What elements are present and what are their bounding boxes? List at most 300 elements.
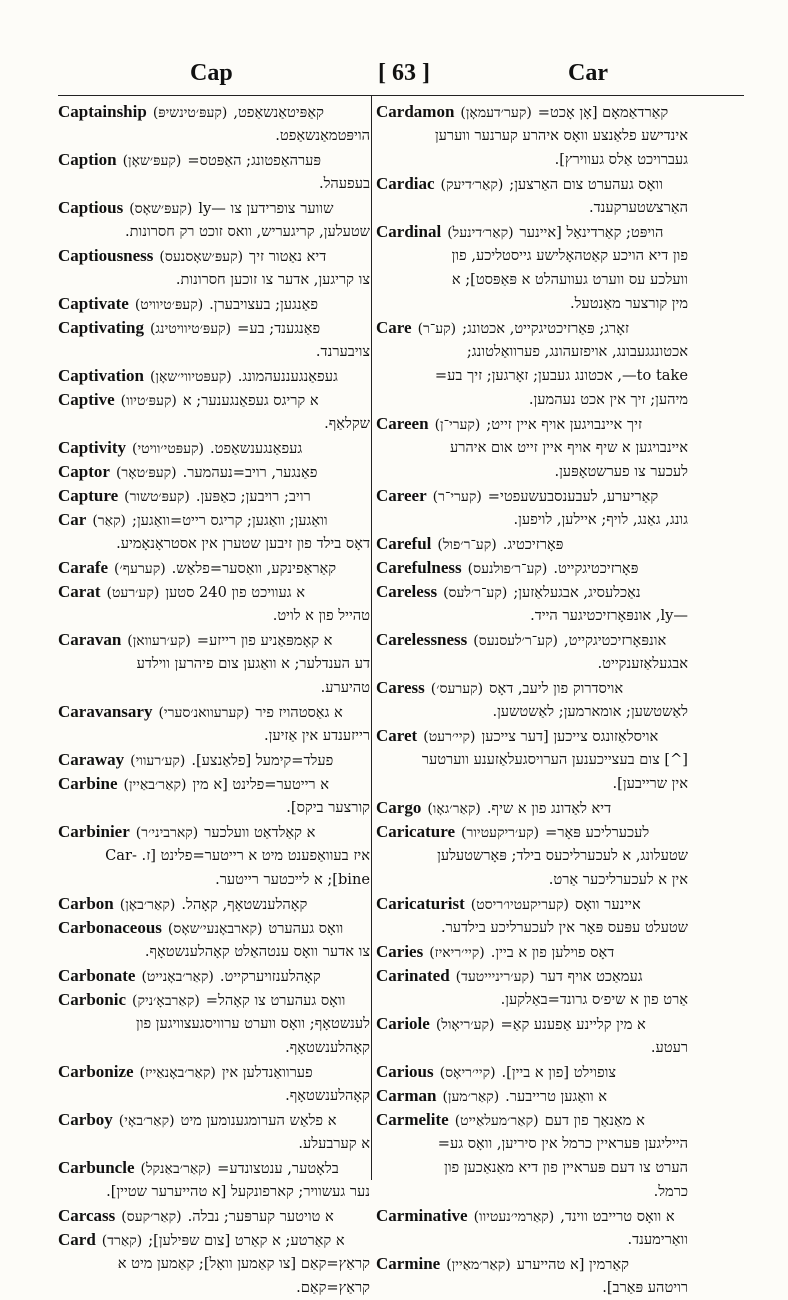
headword: Carbonate xyxy=(58,966,136,985)
dictionary-entry xyxy=(58,460,370,484)
headword: Carminative xyxy=(376,1206,468,1225)
pronunciation: (קע־ר׳לעס) xyxy=(443,585,508,601)
dictionary-entry xyxy=(58,244,370,292)
headword: Carafe xyxy=(58,558,109,577)
pronunciation: (קארבאָנעי׳שאָס) xyxy=(167,921,263,937)
dictionary-entry xyxy=(58,868,370,892)
entry-line-1 xyxy=(58,460,370,484)
headword: Caravansary xyxy=(58,702,153,721)
dictionary-entry xyxy=(376,772,688,796)
dictionary-entry xyxy=(376,460,688,484)
pronunciation: (קעריקעטיו׳ריסט) xyxy=(470,897,569,913)
dictionary-entry xyxy=(376,628,688,676)
page-header xyxy=(60,60,740,94)
entry-line-1 xyxy=(376,316,688,340)
definition-text: דאָס פוילען פון א ביין. xyxy=(490,944,615,961)
pronunciation: (קיי׳ריאָס) xyxy=(439,1065,496,1081)
pronunciation: (קע׳רעוואן) xyxy=(127,633,191,649)
entry-line-2: דאָס בילד פון זיבען שטערן אין אסטראָנאָמיע. xyxy=(116,535,370,552)
entry-line-1 xyxy=(376,724,688,748)
dictionary-entry xyxy=(376,220,688,268)
pronunciation: (קע׳רעווי) xyxy=(130,753,186,769)
headword: Car xyxy=(58,510,87,529)
definition-text: פאַנגען; בעצויבערן. xyxy=(209,296,318,313)
definition-text: א מין קליינע אַפענע קאַ= xyxy=(500,1016,646,1033)
entry-line-1 xyxy=(58,988,370,1012)
definition-text: קאַרמין [א טהייערע xyxy=(516,1256,629,1273)
definition-text: געמאַכט אויף דער xyxy=(540,968,643,985)
pronunciation: (קע׳ריקעטיור) xyxy=(461,825,540,841)
pronunciation: (קע׳רעט) xyxy=(106,585,160,601)
entry-line-1: וועלכע עס ווערט געוועהלט א פּאַפּסט]; א xyxy=(451,271,688,288)
dictionary-entry xyxy=(58,1204,370,1228)
headword: Card xyxy=(58,1230,96,1249)
entry-line-2: כרמל. xyxy=(653,1183,688,1200)
pronunciation: (קעפּ׳טיוויט) xyxy=(134,297,204,313)
definition-text: קאָהלענשטאָף, קאָהל. xyxy=(181,896,308,913)
definition-text: פּאָרזיכטיג. xyxy=(502,536,564,553)
entry-line-1 xyxy=(58,820,370,844)
definition-text: א פלאַש הערומגענומען מיט xyxy=(180,1112,337,1129)
left-column xyxy=(58,100,370,1296)
entry-line-1 xyxy=(376,532,688,556)
definition-text: זיך איינבויגען אויף איין זייט; xyxy=(486,416,643,433)
definition-text: א קאַרטע; א קאַרט [צום שפּילען]; xyxy=(148,1232,345,1249)
headword: Captainship xyxy=(58,102,147,121)
dictionary-entry xyxy=(376,892,688,940)
entry-line-1 xyxy=(58,1228,370,1252)
definition-text: געפאַנגענשאַפט. xyxy=(210,440,303,457)
entry-line-1 xyxy=(376,1108,688,1132)
dictionary-entry xyxy=(58,388,370,436)
dictionary-entry xyxy=(58,484,370,508)
pronunciation: (קאַרבאָ׳ניק) xyxy=(132,993,200,1009)
pronunciation: (קאַר) xyxy=(92,513,127,529)
pronunciation: (קעפּ׳שאָס) xyxy=(129,201,193,217)
definition-text: א טויטער קערפּער; נבלה. xyxy=(187,1208,334,1225)
pronunciation: (קעפּ׳טאָר) xyxy=(115,465,177,481)
entry-line-1 xyxy=(376,1060,688,1084)
entry-line-1 xyxy=(58,748,370,772)
headword: Captivation xyxy=(58,366,144,385)
dictionary-entry xyxy=(58,988,370,1036)
definition-text: פּאָרזיכטיגקייט. xyxy=(553,560,639,577)
pronunciation: (קערי־ן) xyxy=(434,417,481,433)
definition-text: רויב; רויבען; כאַפּען. xyxy=(195,488,311,505)
headword: Caries xyxy=(376,942,424,961)
entry-line-1 xyxy=(376,484,688,508)
entry-line-1 xyxy=(376,1084,688,1108)
headword: Carelessness xyxy=(376,630,468,649)
headword: Carbine xyxy=(58,774,118,793)
definition-text: פעלד=קימעל [פלאַנצע]. xyxy=(191,752,334,769)
entry-line-1 xyxy=(376,940,688,964)
entry-line-2: קורצער ביקס]. xyxy=(286,799,370,816)
headword: Cardiac xyxy=(376,174,435,193)
dictionary-entry xyxy=(376,556,688,580)
right-column xyxy=(376,100,688,1296)
entry-line-1 xyxy=(376,796,688,820)
headword: Carinated xyxy=(376,966,450,985)
definition-text: וואַגען; וואַגען; קריגס רייט=וואַגען; xyxy=(132,512,328,529)
pronunciation: (קאַר׳גאָו) xyxy=(427,801,481,817)
definition-text: קאַפּיטאַנשאַפט, xyxy=(233,104,324,121)
entry-line-1 xyxy=(58,580,370,604)
definition-text: א קאָמפּאַניע פון רייזע= xyxy=(196,632,333,649)
entry-line-2: צו קריגען, אדער צו זוכען חסרונות. xyxy=(175,271,370,288)
entry-line-1 xyxy=(58,196,370,220)
entry-line-2: אַרט פון א שיפ׳ס גרונד=באַלקען. xyxy=(500,991,688,1008)
entry-line-2: הויפּטמאַנשאַפט. xyxy=(275,127,370,144)
page-number: [ 63 ] xyxy=(378,60,430,86)
entry-line-1 xyxy=(58,316,370,340)
dictionary-entry xyxy=(376,964,688,1012)
entry-line-2: טהייל פון א לויט. xyxy=(272,607,370,624)
headword: Carman xyxy=(376,1086,437,1105)
definition-text: שווער צופרידען צו —ly xyxy=(198,200,334,217)
dictionary-entry xyxy=(58,1108,370,1156)
pronunciation: (קע־ר׳לעסנעס) xyxy=(473,633,558,649)
entry-line-2: א קערבעלע. xyxy=(298,1135,370,1152)
pronunciation: (קאַר׳מאַיין) xyxy=(446,1257,511,1273)
entry-line-2: לאַשטשען; אומארמען; לאַשטשען. xyxy=(492,703,688,720)
dictionary-entry xyxy=(58,772,370,820)
headword: Caravan xyxy=(58,630,122,649)
headword: Carbon xyxy=(58,894,114,913)
headword: Caricaturist xyxy=(376,894,465,913)
pronunciation: (קאַר׳באָנייט) xyxy=(141,969,214,985)
dictionary-entry xyxy=(58,556,370,580)
dictionary-entry xyxy=(58,700,370,748)
definition-text: א קריגס געפאַנגענער; א xyxy=(182,392,319,409)
dictionary-entry xyxy=(376,724,688,772)
dictionary-entry xyxy=(58,916,370,964)
definition-text: זאָרג; פּאַרזיכטיגקייט, אכטונג; xyxy=(462,320,630,337)
dictionary-entry xyxy=(376,364,688,412)
entry-line-1 xyxy=(58,244,370,268)
entry-line-1 xyxy=(58,292,370,316)
entry-line-1 xyxy=(376,100,688,124)
headword: Caraway xyxy=(58,750,125,769)
pronunciation: (קאַרמי׳נעטיוו) xyxy=(473,1209,555,1225)
headword: Caption xyxy=(58,150,117,169)
definition-text: דיא לאַדונג פון א שיף. xyxy=(486,800,612,817)
dictionary-entry xyxy=(376,1204,688,1252)
entry-line-2: בעפעהל. xyxy=(318,175,370,192)
pronunciation: (קעפּ׳טינשיפּ) xyxy=(152,105,228,121)
definition-text: א וואָס טרייבט ווינד, xyxy=(560,1208,675,1225)
entry-line-2: דע הענדלער; א וואַגען צום פיהרען ווילדע xyxy=(136,655,370,672)
entry-line-1: אין א לעכערליכער אַרט. xyxy=(548,871,688,888)
entry-line-1 xyxy=(58,388,370,412)
definition-text: וואָס געהערט צו קאָהל= xyxy=(205,992,346,1009)
entry-line-1 xyxy=(58,100,370,124)
headword: Carbonize xyxy=(58,1062,134,1081)
entry-line-1 xyxy=(376,964,688,988)
entry-line-1 xyxy=(58,148,370,172)
entry-line-1 xyxy=(58,1156,370,1180)
dictionary-entry xyxy=(376,820,688,868)
headword: Capture xyxy=(58,486,119,505)
running-head-right: Car xyxy=(568,60,608,86)
headword: Carmelite xyxy=(376,1110,449,1129)
dictionary-entry xyxy=(58,364,370,388)
definition-text: נאַכלעסיג, אבגעלאַזען; xyxy=(513,584,641,601)
dictionary-entry xyxy=(376,676,688,724)
dictionary-entry xyxy=(376,532,688,556)
dictionary-entry xyxy=(376,268,688,316)
definition-text: קאַרדאַמאָם [אָן אָכט= xyxy=(537,104,669,121)
entry-line-1 xyxy=(58,484,370,508)
pronunciation: (קערעוואנ׳סערי) xyxy=(158,705,250,721)
pronunciation: (קע־ר׳פול) xyxy=(437,537,497,553)
entry-line-1: bine]; א לייכטער רייטער. xyxy=(215,871,370,888)
definition-text: לעכערליכע פּאָר= xyxy=(545,824,650,841)
headword: Carbonic xyxy=(58,990,126,1009)
headword: Captive xyxy=(58,390,115,409)
dictionary-entry xyxy=(376,1012,688,1060)
headword: Carious xyxy=(376,1062,434,1081)
entry-line-1 xyxy=(376,1204,688,1228)
headword: Cardinal xyxy=(376,222,442,241)
headword: Careful xyxy=(376,534,432,553)
headword: Cardamon xyxy=(376,102,455,121)
dictionary-entry xyxy=(58,1228,370,1276)
entry-line-2: קראַץ=קאַם [צו קאַמען וואָל]; קאַמען מיט א xyxy=(117,1255,370,1272)
entry-line-1 xyxy=(58,628,370,652)
entry-line-2: רעטע. xyxy=(650,1039,688,1056)
definition-text: א קאַלדאַט וועלכער xyxy=(204,824,316,841)
pronunciation: (קעפּ׳טשור) xyxy=(124,489,190,505)
entry-line-1 xyxy=(376,172,688,196)
dictionary-entry xyxy=(58,196,370,244)
headword: Careless xyxy=(376,582,438,601)
entry-line-1 xyxy=(376,220,688,244)
pronunciation: (קעפּטי׳וויטי) xyxy=(132,441,204,457)
dictionary-entry xyxy=(58,820,370,868)
entry-line-1 xyxy=(376,1252,688,1276)
pronunciation: (קאַר׳דינעל) xyxy=(447,225,514,241)
entry-line-2: נער געשוויר; קארפונקעל [א טהייערער שטיין]. xyxy=(106,1183,370,1200)
headword: Caret xyxy=(376,726,418,745)
pronunciation: (קע׳ריניייטעד) xyxy=(455,969,535,985)
definition-text: א רייטער=פלינט [א מין xyxy=(192,776,329,793)
pronunciation: (קאַר׳באַיין) xyxy=(123,777,187,793)
dictionary-entry xyxy=(376,148,688,172)
running-head-left: Cap xyxy=(190,60,233,86)
dictionary-entry xyxy=(58,100,370,148)
entry-line-2: רייזענדע אין אַזיען. xyxy=(263,727,370,744)
entry-line-1 xyxy=(376,580,688,604)
pronunciation: (קע׳ריאָול) xyxy=(435,1017,495,1033)
definition-text: א וואַגען טרייבער. xyxy=(505,1088,607,1105)
pronunciation: (קאַר׳מען) xyxy=(442,1089,500,1105)
entry-line-2: אבגעלאַזענקייט. xyxy=(597,655,688,672)
dictionary-entry xyxy=(376,1108,688,1156)
dictionary-entry xyxy=(376,796,688,820)
dictionary-entry xyxy=(58,1156,370,1204)
entry-line-2: אינדישע פלאַנצע וואָס איהרע קערנער ווערען xyxy=(434,127,688,144)
dictionary-entry xyxy=(58,148,370,196)
entry-line-1 xyxy=(376,676,688,700)
headword: Captivity xyxy=(58,438,126,457)
entry-line-1 xyxy=(376,628,688,652)
entry-line-1 xyxy=(58,892,370,916)
entry-line-1: קראַץ=קאַם. xyxy=(296,1279,370,1296)
headword: Careen xyxy=(376,414,429,433)
column-divider xyxy=(371,96,372,1180)
pronunciation: (קעפּ׳שאָן) xyxy=(122,153,182,169)
headword: Caress xyxy=(376,678,425,697)
pronunciation: (קאַר׳דיעק) xyxy=(440,177,504,193)
entry-line-1: הערט צו דעם פּעראיין פון דיא מאַנאַכען פון xyxy=(444,1159,688,1176)
entry-line-2: —ly, אונפּאָרזיכטיגער הייד. xyxy=(530,607,688,624)
headword: Caricature xyxy=(376,822,455,841)
definition-text: א גאַסטהויז פיר xyxy=(255,704,343,721)
headword: Care xyxy=(376,318,412,337)
dictionary-entry xyxy=(58,628,370,676)
entry-line-1 xyxy=(376,1012,688,1036)
entry-line-1 xyxy=(58,1204,370,1228)
entry-line-2: הייליגען פּעראיין כרמל אין סיריען, וואָס גע= xyxy=(437,1135,688,1152)
dictionary-entry xyxy=(58,1036,370,1060)
headword: Captiousness xyxy=(58,246,154,265)
entry-line-1 xyxy=(376,820,688,844)
definition-text: דיא נאַטור זיך xyxy=(249,248,327,265)
pronunciation: (קיי׳רעט) xyxy=(423,729,476,745)
entry-line-1 xyxy=(58,700,370,724)
entry-line-1: געברויכט אַלס געווירץ]. xyxy=(554,151,688,168)
definition-text: קאָהלענזויערקייט. xyxy=(219,968,321,985)
dictionary-entry xyxy=(376,412,688,460)
entry-line-2: איינבויגען א שיף אויף איין זייט אום איהרע xyxy=(449,439,688,456)
definition-text: פּערהאַפטונג; האַפּטס= xyxy=(187,152,322,169)
pronunciation: (קארביני׳ר) xyxy=(135,825,199,841)
entry-line-1 xyxy=(376,556,688,580)
entry-line-2: גונג, גאַנג, לויף; איילען, לויפען. xyxy=(513,511,688,528)
dictionary-entry xyxy=(58,676,370,700)
headword: Carefulness xyxy=(376,558,462,577)
dictionary-entry xyxy=(58,1276,370,1300)
headword: Captivating xyxy=(58,318,144,337)
entry-line-2: אכטונגגעבונג, אויפזעהונג, פערוואַלטונג; xyxy=(466,343,688,360)
pronunciation: (קאַר׳מעלאַייט) xyxy=(454,1113,539,1129)
pronunciation: (קאַר׳באָי) xyxy=(118,1113,175,1129)
entry-line-2: שטעלט עפּעס פּאָר אין לעכערליכע בילדער. xyxy=(440,919,688,936)
entry-line-2: לענשטאָף; וואָס ווערט ערוויסגעצוויגען פון xyxy=(136,1015,370,1032)
definition-text: אויסלאַזונגס צייכען [דער צייכען xyxy=(481,728,659,745)
dictionary-entry xyxy=(58,964,370,988)
dictionary-entry xyxy=(376,580,688,628)
definition-text: א מאַנאַך פון דעם xyxy=(544,1112,645,1129)
definition-text: פערוואַנדלען אין xyxy=(221,1064,313,1081)
entry-line-1: אין שרייבען]. xyxy=(612,775,688,792)
dictionary-entry xyxy=(376,1060,688,1084)
entry-line-1: טהיערע. xyxy=(320,679,370,696)
pronunciation: (קאַרד) xyxy=(101,1233,143,1249)
entry-line-1 xyxy=(58,364,370,388)
dictionary-entry xyxy=(376,172,688,220)
entry-line-1 xyxy=(58,772,370,796)
pronunciation: (קערעף׳) xyxy=(114,561,166,577)
dictionary-entry xyxy=(376,1084,688,1108)
entry-line-1 xyxy=(376,892,688,916)
headword: Cargo xyxy=(376,798,422,817)
entry-line-2: שטעלען, קריגעריש, וואס זוכט רק חסרונות. xyxy=(124,223,370,240)
dictionary-entry xyxy=(58,1060,370,1108)
dictionary-entry xyxy=(58,508,370,556)
dictionary-entry xyxy=(376,940,688,964)
pronunciation: (קע־ר) xyxy=(417,321,457,337)
headword: Carcass xyxy=(58,1206,116,1225)
definition-text: קאַריערע, לעבענסבעשעפטי= xyxy=(487,488,659,505)
pronunciation: (קער׳דעמאָן) xyxy=(460,105,532,121)
pronunciation: (קאַר׳באַנקל) xyxy=(140,1161,212,1177)
definition-text: קאַראַפינקע, וואַסער=פלאַש. xyxy=(171,560,337,577)
entry-line-2: צו אדער וואָס ענטהאַלט קאָהלענשטאָף. xyxy=(144,943,370,960)
dictionary-entry xyxy=(58,316,370,364)
pronunciation: (קעפּ׳טיוויטינג) xyxy=(149,321,232,337)
entry-line-2: שקלאַף. xyxy=(324,415,370,432)
pronunciation: (קערעס׳) xyxy=(430,681,484,697)
dictionary-entry xyxy=(376,1252,688,1300)
dictionary-entry xyxy=(376,100,688,148)
entry-line-2: רויטהע פּאַרב]. xyxy=(602,1279,688,1296)
entry-line-1 xyxy=(58,916,370,940)
dictionary-entry xyxy=(58,892,370,916)
dictionary-entry xyxy=(58,748,370,772)
definition-text: וואָס געהערט צום האַרצען; xyxy=(509,176,663,193)
entry-line-1 xyxy=(58,556,370,580)
entry-line-2: צויבערנד. xyxy=(315,343,370,360)
dictionary-entry xyxy=(58,292,370,316)
entry-line-1: קאָהלענשטאָף. xyxy=(285,1039,370,1056)
entry-line-2: [^] צום בעצייכענען הערויסגעלאַזענע ווערטער xyxy=(421,751,688,768)
dictionary-entry xyxy=(376,316,688,364)
pronunciation: (קערי־ר) xyxy=(432,489,482,505)
entry-line-1: to take—, אכטונג געבען; זאָרגען; זיך בע= xyxy=(434,367,688,384)
pronunciation: (קאַר׳קעס) xyxy=(121,1209,182,1225)
headword: Carboy xyxy=(58,1110,113,1129)
definition-text: אויסדרוק פון ליעב, דאָס xyxy=(489,680,624,697)
headword: Carbinier xyxy=(58,822,130,841)
entry-line-1 xyxy=(58,508,370,532)
definition-text: צופוילט [פון א ביין]. xyxy=(501,1064,616,1081)
entry-line-1: לעכער צו פערשטאָפּען. xyxy=(554,463,688,480)
entry-line-2: האַרצשטערקענד. xyxy=(588,199,688,216)
headword: Captor xyxy=(58,462,110,481)
definition-text: פאַנגענד; בע= xyxy=(237,320,321,337)
entry-line-1 xyxy=(376,412,688,436)
pronunciation: (קעפּטיווי׳שאָן) xyxy=(149,369,232,385)
definition-text: הויפּט; קאַרדינאַל [איינער xyxy=(519,224,664,241)
header-rule xyxy=(58,95,744,96)
entry-line-2: מיהען; זיך אין אכט נעהמען. xyxy=(528,391,688,408)
pronunciation: (קאַר׳באָנאַייז) xyxy=(139,1065,216,1081)
pronunciation: (קעפּ׳שאָסנעס) xyxy=(159,249,244,265)
definition-text: א געוויכט פון 240 סטען xyxy=(165,584,305,601)
headword: Carbonaceous xyxy=(58,918,162,937)
entry-line-1 xyxy=(58,436,370,460)
entry-line-2: וואַרימענד. xyxy=(627,1231,688,1248)
entry-line-2: שטעלונג, א לעכערליכעס בילד; פּאָרשטעלען xyxy=(437,847,688,864)
definition-text: בלאָטער, ענטצונדע= xyxy=(217,1160,339,1177)
dictionary-entry xyxy=(376,1156,688,1204)
definition-text: געפאַנגעננעהמונג. xyxy=(237,368,338,385)
entry-line-2: פון דיא הויכע קאַטהאָלישע גייסטליכע, פון xyxy=(451,247,688,264)
definition-text: איינער וואָס xyxy=(574,896,641,913)
headword: Carmine xyxy=(376,1254,441,1273)
